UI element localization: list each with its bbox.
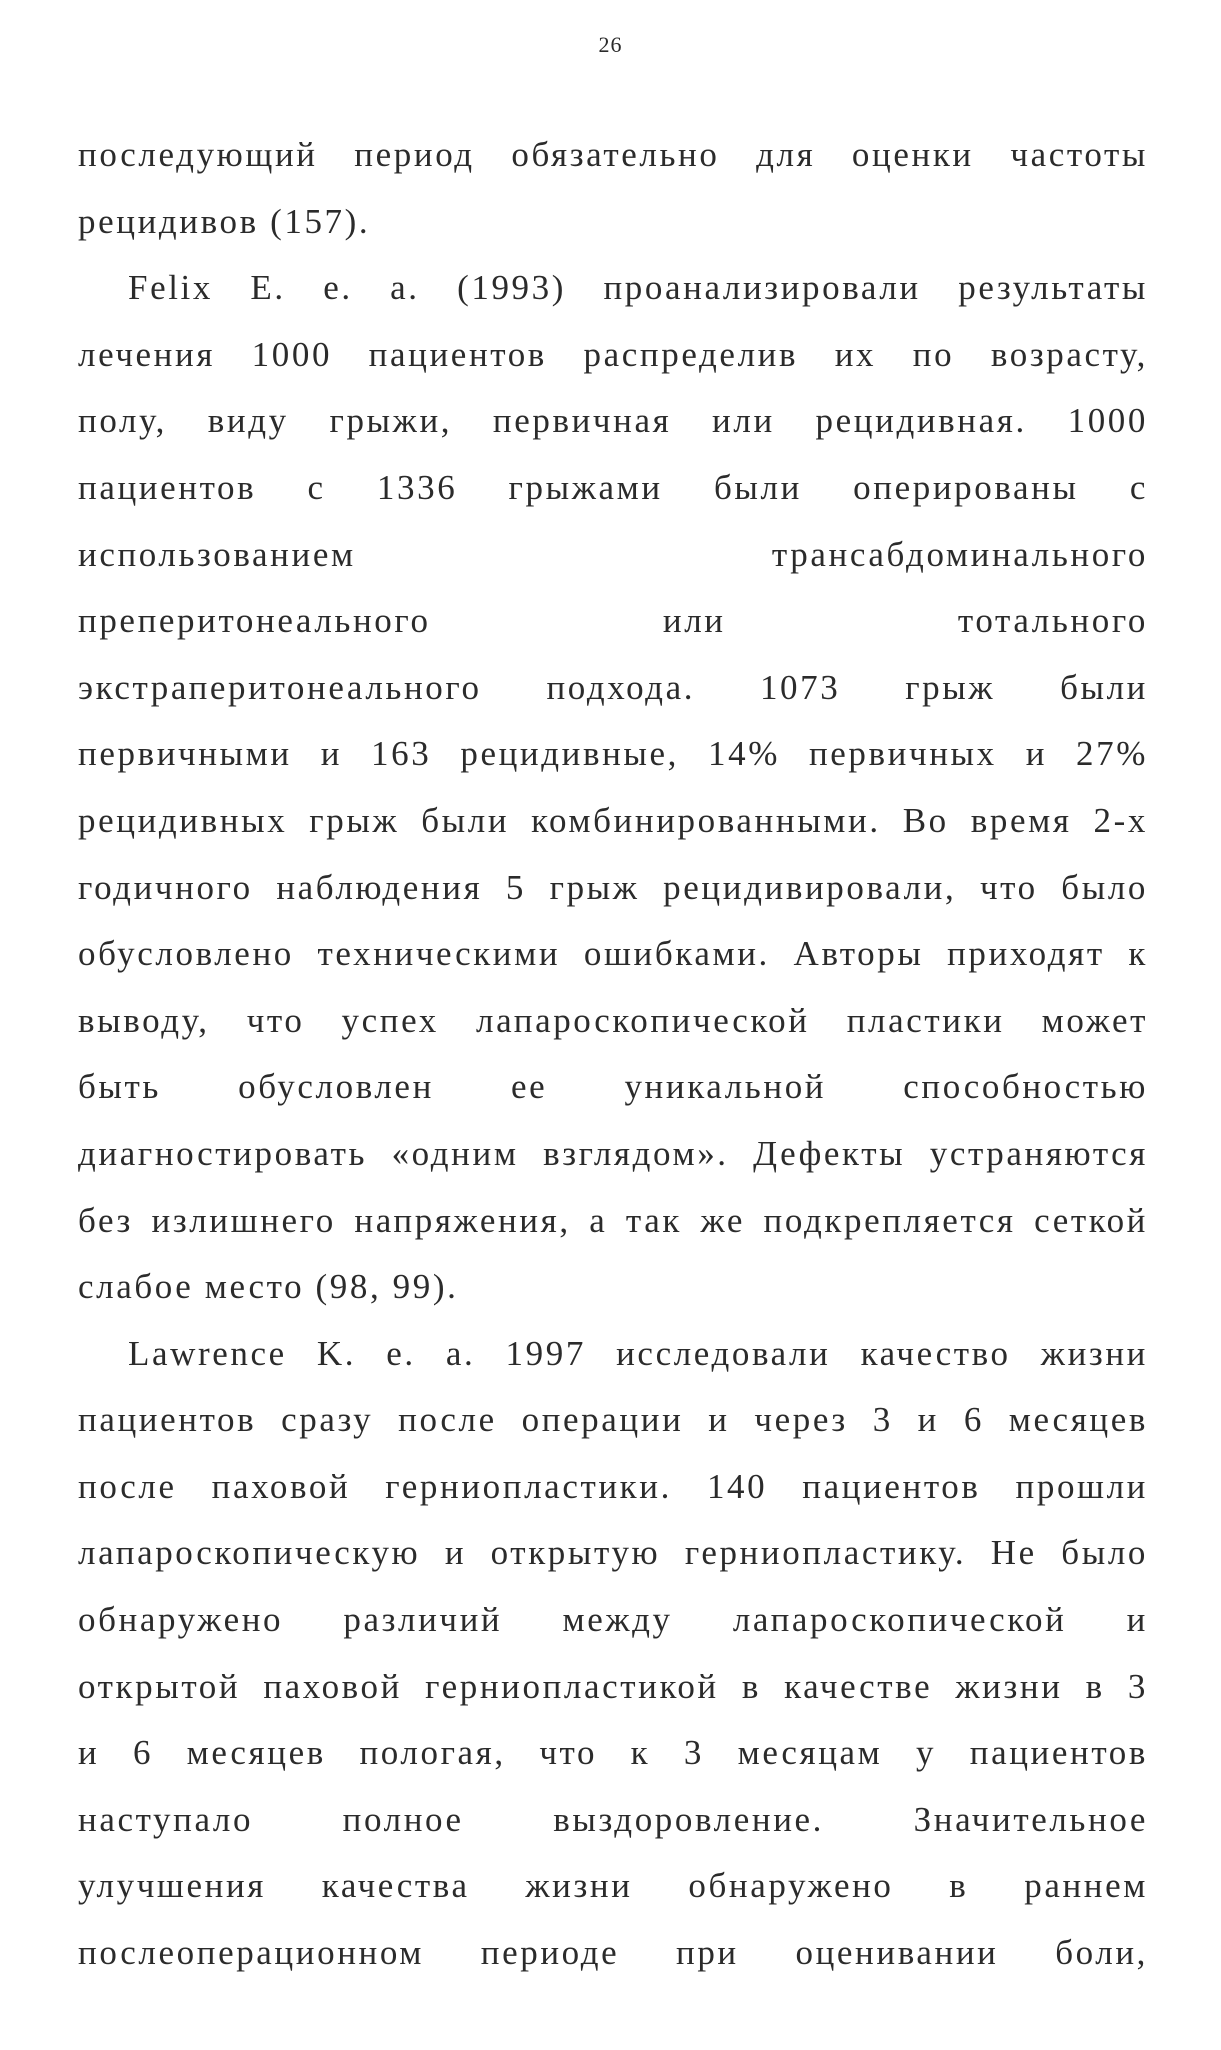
body-text <box>78 122 1148 1987</box>
text-line: экстраперитонеального подхода. 1073 грыж были <box>78 667 1148 707</box>
text-line: послеоперационном периоде при оценивании боли, <box>78 1933 1148 1973</box>
text-line: рецидивных грыж были комбинированными. Во время 2-х <box>78 800 1148 840</box>
paragraph-1 <box>78 122 1148 255</box>
text-line: рецидивов (157). <box>78 201 371 241</box>
text-line: использованием трансабдоминального <box>78 534 1148 574</box>
text-line: преперитонеального или тотального <box>78 601 1148 641</box>
text-line: слабое место (98, 99). <box>78 1267 459 1307</box>
text-line: пациентов с 1336 грыжами были оперированы с <box>78 467 1148 507</box>
text-line: после паховой герниопластики. 140 пациентов прошли <box>78 1466 1148 1506</box>
text-line: выводу, что успех лапароскопической пластики может <box>78 1000 1148 1040</box>
text-line: годичного наблюдения 5 грыж рецидивировали, что было <box>78 867 1148 907</box>
text-line: наступало полное выздоровление. Значительное <box>78 1799 1148 1839</box>
text-line: без излишнего напряжения, а так же подкрепляется сеткой <box>78 1200 1148 1240</box>
text-line: улучшения качества жизни обнаружено в раннем <box>78 1866 1148 1906</box>
text-line: Lawrence K. e. a. 1997 исследовали качество жизни <box>128 1333 1148 1373</box>
text-line: быть обусловлен ее уникальной способностью <box>78 1067 1148 1107</box>
text-line: Felix E. e. a. (1993) проанализировали результаты <box>128 268 1148 308</box>
text-line: лечения 1000 пациентов распределив их по возрасту, <box>78 334 1148 374</box>
text-line: обусловлено техническими ошибками. Авторы приходят к <box>78 934 1148 974</box>
paragraph-2 <box>78 255 1148 1321</box>
text-line: диагностировать «одним взглядом». Дефекты устраняются <box>78 1133 1148 1173</box>
text-line: открытой паховой герниопластикой в качестве жизни в 3 <box>78 1666 1148 1706</box>
paragraph-3 <box>78 1321 1148 1987</box>
text-line: лапароскопическую и открытую герниопластику. Не было <box>78 1533 1148 1573</box>
text-line: пациентов сразу после операции и через 3 и 6 месяцев <box>78 1400 1148 1440</box>
text-line: полу, виду грыжи, первичная или рецидивная. 1000 <box>78 401 1148 441</box>
text-line: первичными и 163 рецидивные, 14% первичных и 27% <box>78 734 1148 774</box>
text-line: последующий период обязательно для оценки частоты <box>78 135 1148 174</box>
page-number: 26 <box>598 32 623 57</box>
text-line: обнаружено различий между лапароскопической и <box>78 1600 1148 1640</box>
text-line: и 6 месяцев пологая, что к 3 месяцам у пациентов <box>78 1733 1148 1773</box>
